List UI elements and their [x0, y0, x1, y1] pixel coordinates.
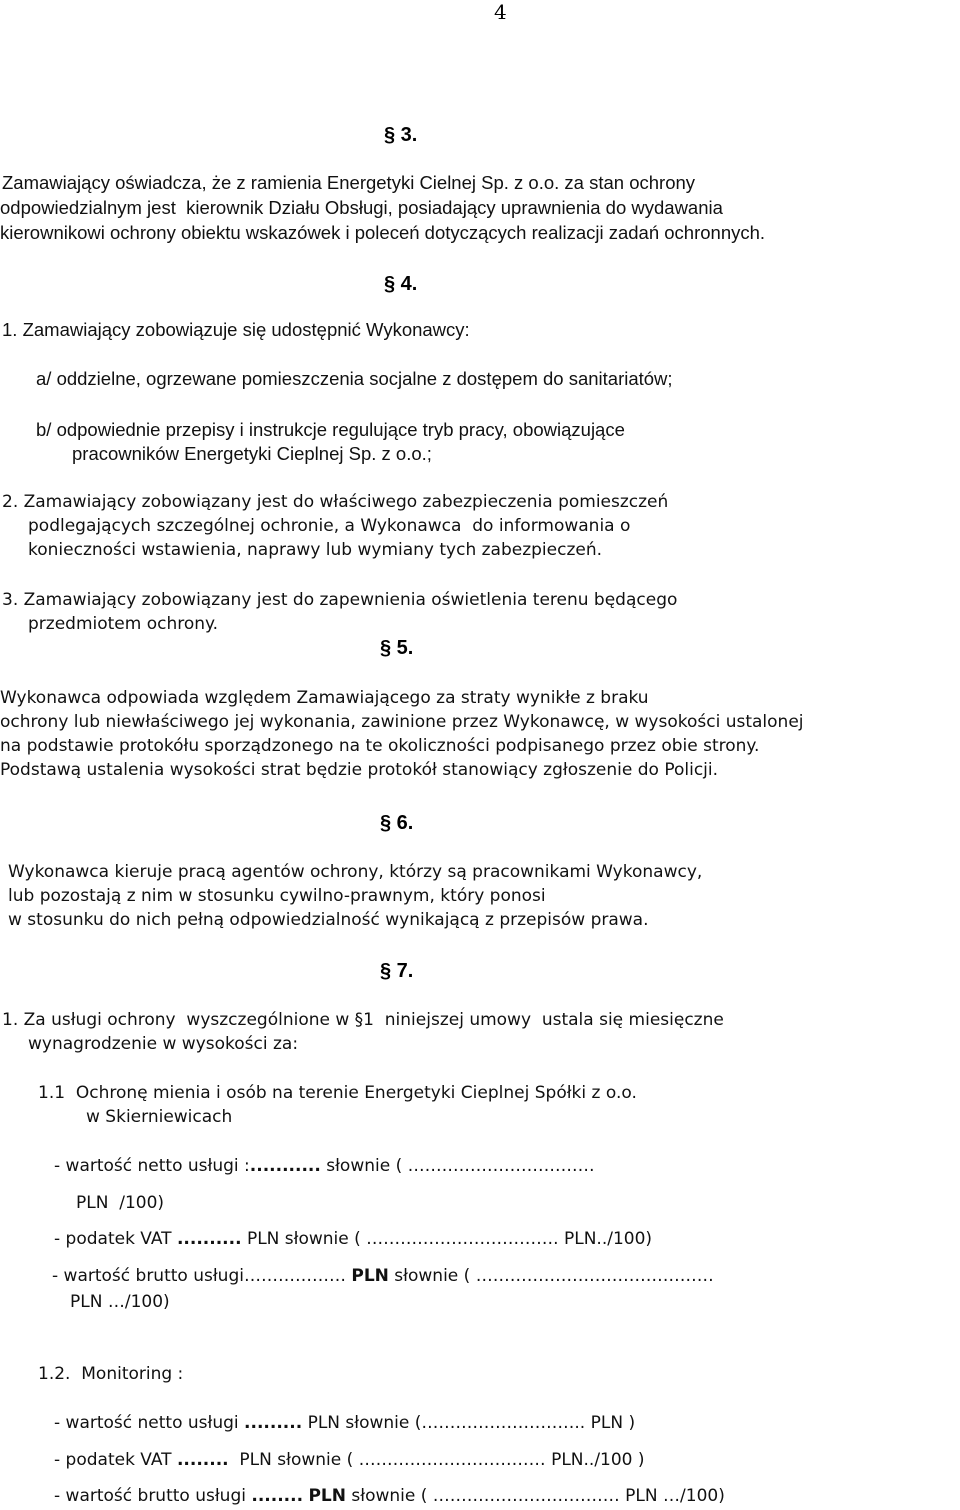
price-line-brutto: - wartość brutto usługi ........ PLN słownie ( …………………………… PLN …/100): [54, 1486, 725, 1506]
price-line-brutto: - wartość brutto usługi……………… PLN słownie ( ……………………………………: [52, 1266, 714, 1286]
paragraph-line: konieczności wstawienia, naprawy lub wymiany tych zabezpieczeń.: [28, 540, 603, 560]
paragraph-line: wynagrodzenie w wysokości za:: [28, 1034, 299, 1054]
price-line-netto: - wartość netto usługi ......... PLN słownie (……………………….. PLN ): [54, 1413, 636, 1433]
paragraph-line: 1. Zamawiający zobowiązuje się udostępnić Wykonawcy:: [2, 319, 470, 340]
paragraph-line: 3. Zamawiający zobowiązany jest do zapewnienia oświetlenia terenu będącego: [2, 590, 678, 610]
section-heading-3: § 3.: [384, 124, 418, 146]
price-line-netto: - wartość netto usługi :........... słownie ( ……………………………: [54, 1156, 595, 1176]
paragraph-line: ochrony lub niewłaściwego jej wykonania, zawinione przez Wykonawcę, w wysokości ustalonej: [0, 712, 804, 732]
section-heading-7: § 7.: [380, 960, 414, 982]
list-item: pracowników Energetyki Cieplnej Sp. z o.o.;: [72, 443, 432, 464]
price-line-vat: - podatek VAT .......... PLN słownie ( ……………………………. PLN../100): [54, 1229, 653, 1249]
paragraph-line: odpowiedzialnym jest kierownik Działu Obsługi, posiadający uprawnienia do wydawania: [0, 197, 723, 218]
paragraph-line: Zamawiający oświadcza, że z ramienia Energetyki Cielnej Sp. z o.o. za stan ochrony: [2, 172, 696, 193]
page-number: 4: [494, 0, 507, 24]
list-item: b/ odpowiednie przepisy i instrukcje regulujące tryb pracy, obowiązujące: [36, 419, 625, 440]
paragraph-line: podlegających szczególnej ochronie, a Wykonawca do informowania o: [28, 516, 631, 536]
list-item: a/ oddzielne, ogrzewane pomieszczenia socjalne z dostępem do sanitariatów;: [36, 368, 673, 389]
section-heading-4: § 4.: [384, 273, 418, 295]
paragraph-line: Wykonawca odpowiada względem Zamawiającego za straty wynikłe z braku: [0, 688, 649, 708]
list-item: 1.1 Ochronę mienia i osób na terenie Energetyki Cieplnej Spółki z o.o.: [38, 1083, 637, 1103]
list-item: w Skierniewicach: [86, 1107, 233, 1127]
price-line: PLN …/100): [70, 1292, 170, 1312]
paragraph-line: Wykonawca kieruje pracą agentów ochrony, którzy są pracownikami Wykonawcy,: [8, 862, 703, 882]
paragraph-line: 2. Zamawiający zobowiązany jest do właściwego zabezpieczenia pomieszczeń: [2, 492, 669, 512]
paragraph-line: przedmiotem ochrony.: [28, 614, 219, 634]
paragraph-line: kierownikowi ochrony obiektu wskazówek i poleceń dotyczących realizacji zadań ochronnych.: [0, 222, 766, 243]
paragraph-line: 1. Za usługi ochrony wyszczególnione w §1 niniejszej umowy ustala się miesięczne: [2, 1010, 724, 1030]
section-heading-6: § 6.: [380, 812, 414, 834]
price-line-vat: - podatek VAT ........ PLN słownie ( …………………………… PLN../100 ): [54, 1450, 645, 1470]
paragraph-line: Podstawą ustalenia wysokości strat będzie protokół stanowiący zgłoszenie do Policji.: [0, 760, 719, 780]
paragraph-line: w stosunku do nich pełną odpowiedzialność wynikającą z przepisów prawa.: [8, 910, 649, 930]
paragraph-line: na podstawie protokółu sporządzonego na te okoliczności podpisanego przez obie strony.: [0, 736, 760, 756]
price-line: PLN /100): [76, 1193, 165, 1213]
section-heading-5: § 5.: [380, 637, 414, 659]
paragraph-line: lub pozostają z nim w stosunku cywilno-prawnym, który ponosi: [8, 886, 546, 906]
list-item: 1.2. Monitoring :: [38, 1364, 184, 1384]
